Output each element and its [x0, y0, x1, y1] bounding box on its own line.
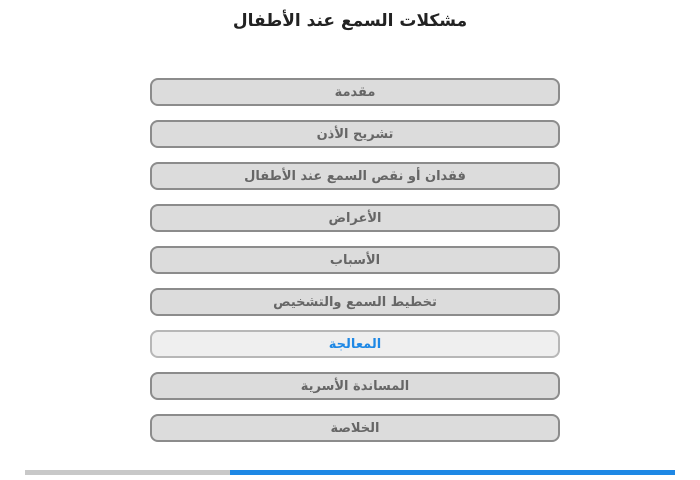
section-menu	[150, 78, 560, 456]
progress-bar	[25, 470, 675, 475]
page-title: مشكلات السمع عند الأطفال	[232, 11, 468, 31]
menu-item-family-support[interactable]: المساندة الأسرية	[150, 372, 560, 400]
menu-item-audiogram-diagnosis[interactable]: تخطيط السمع والتشخيص	[150, 288, 560, 316]
menu-item-causes[interactable]: الأسباب	[150, 246, 560, 274]
menu-item-conclusion[interactable]: الخلاصة	[150, 414, 560, 442]
menu-item-introduction[interactable]: مقدمة	[150, 78, 560, 106]
progress-bar-fill	[230, 470, 675, 475]
menu-item-treatment[interactable]: المعالجة	[150, 330, 560, 358]
menu-item-ear-anatomy[interactable]: تشريح الأذن	[150, 120, 560, 148]
menu-item-hearing-loss[interactable]: فقدان أو نقص السمع عند الأطفال	[150, 162, 560, 190]
menu-item-symptoms[interactable]: الأعراض	[150, 204, 560, 232]
